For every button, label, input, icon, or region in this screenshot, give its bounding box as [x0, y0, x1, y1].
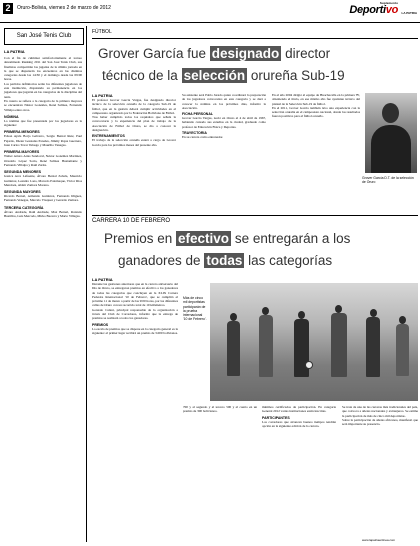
- carrera-headline-line1: [104, 231, 350, 246]
- carrera-paragraph: Los corredores que alcancen buenos tiempos tendrán opción en la siguiente edición de la carrera.: [262, 419, 336, 428]
- runner-figure: [331, 313, 347, 377]
- carrera-paragraph: Se trata de una de las carreras más tradicionales del país, que convoca a atletas nacionales y extranjeros. Se estima la participación de más de cinco mil deportistas.: [342, 405, 418, 418]
- headline-text: ganadores de: [118, 253, 205, 268]
- headline-text: se entregarán a los: [231, 231, 351, 246]
- runners-photo: [210, 283, 418, 401]
- headline-text: Premios en: [104, 231, 177, 246]
- ball-shape: [305, 361, 313, 369]
- dateline: Oruro-Bolivia, viernes 2 de marzo de 2012: [17, 5, 111, 11]
- carrera-paragraph: Durante las gestiones anteriores que en la carrera aniversario del Día de Oruro, se entregaron premios en efectivo a los ganadores de todas las categorías que concluyen en la XLIX Carrera Pedestre Internacional '10 de Febrero', que se cumplirá el próximo 11 de marzo a partir de las 9:00 horas, por las diferentes calles de Oruro con un recorrido total de 10 kilómetros.: [92, 282, 178, 308]
- kicker-rule: [92, 38, 418, 39]
- deportivo-logo: [349, 4, 398, 16]
- coach-photo-caption: Grover García D.T. de la selección de Oruro: [362, 176, 414, 185]
- runner-figure: [396, 324, 409, 376]
- left-section-text: Edson Ayala Borja Galvarro, Sergio Bernal Ruiz, Paul Fajardo, Dieter Gonzales Paredes, Jimmy Rojas Guerrero, Juan Carlos Tovar Velasgo y Maurilio Venegas.: [4, 134, 82, 148]
- runner-figure: [227, 321, 240, 376]
- runner-head: [298, 311, 305, 319]
- runner-head: [230, 313, 237, 321]
- carrera-kicker: CARRERA 10 DE FEBRERO: [92, 218, 171, 224]
- page-number: 2: [3, 3, 13, 14]
- futbol-paragraph: Grover García Vargas, nació en Oruro el 4 de abril de 1967, habiendo cursado sus estudios en la ciudad, graduado como profesor de Educación Física y Deportes.: [182, 116, 266, 129]
- headline-text: director: [281, 46, 331, 61]
- futbol-paragraph: El trabajo de la selección orureña estará a cargo de Grover García para los próximos meses del presente año.: [92, 138, 176, 147]
- headline-text: técnico de la: [102, 68, 182, 83]
- left-section-text: La nómina que fue presentada por los jugadores es la siguiente:: [4, 118, 82, 128]
- left-paragraph: Con el fin de culminar satisfactoriamente el torneo denominado Ranking 2011 del San José Tenis Club, sus finalistas compartirán las jugadas de la última jornada en la que se disputarán los encuentros en las distintas categorías desde las 14:30 y el domingo desde las 09:00 horas.: [4, 56, 82, 82]
- headline-text: Grover García fue: [98, 46, 210, 61]
- left-paragraph: En cuanto se refiere a la categoría de la primera mayores se encuentran Néstor Gonzales, René Salinas, Fernando Villalpa entre otros.: [4, 98, 82, 112]
- futbol-byline: LA PATRIA: [92, 93, 113, 98]
- futbol-paragraph: Tras haber cumplido todos los requisitos que señala la convocatoria y la experiencia del plan de trabajo de la Asociación de Fútbol de Oruro, se dio a conocer la designación.: [92, 115, 176, 133]
- headline-highlight: designado: [211, 46, 280, 61]
- left-paragraph: Los partidos definitorios serán los diferentes jugadores de esta institución, disputando su permanencia en los jugadores que jugarán en las categorías de la disciplina del tenis.: [4, 81, 82, 99]
- logo-word-b: vo: [385, 4, 398, 16]
- runner-figure: [259, 315, 273, 377]
- left-section-title: SEGUNDA MENORES: [4, 170, 42, 175]
- futbol-paragraph: En el año 2004 dirigió al equipo de Huachacalla en la primera 'B', obteniendo el título, en ese mismo año fue ayudante técnico del plantel de la Selección Sub-19 de fútbol.: [272, 93, 360, 106]
- left-section-title: NÓMINA: [4, 114, 19, 119]
- runner-head: [335, 305, 342, 313]
- left-column-byline: LA PATRIA: [4, 49, 25, 54]
- runner-head: [262, 307, 269, 315]
- left-section-text: Álvaro Andrade, Raúl Andrade, Max Bernal, Rolando Bustillos, Luis Mercado, Mirko Becerra y Mario Villegas.: [4, 209, 82, 219]
- left-section-title: PRIMERA MENORES: [4, 130, 40, 135]
- carrera-subhead: PREMIOS: [92, 322, 109, 327]
- futbol-paragraph: El profesor Grover García Vargas, fue designado director técnico de la selección orureña de la categoría Sub-19 de fútbol, que en la gestión deberá cumplir actividades en el campeonato organizado por la Federación Boliviana de Fútbol.: [92, 98, 176, 115]
- left-section-title: SEGUNDA MAYORES: [4, 190, 41, 195]
- carrera-subhead: PARTICIPANTES: [262, 415, 290, 420]
- futbol-kicker: FÚTBOL: [92, 29, 112, 35]
- coach-portrait-photo: [365, 93, 417, 173]
- logo-word-a: Deporti: [349, 4, 386, 16]
- carrera-headline-line2: [118, 253, 332, 268]
- left-section-title: PRIMERA MAYORES: [4, 150, 40, 155]
- logo-tail: LA PATRIA: [401, 11, 417, 15]
- runner-figure: [366, 317, 380, 377]
- left-section-text: Ricardo Bernal, Armando Gutiérrez, Fernando Iñiguez, Fernando Venegas, Marcelo Vásquez y Gerardo Zamora.: [4, 194, 82, 203]
- left-section-text: Jessica Arce Lafuente, Álvaro Bernal Zabala, Mauricio Gutiérrez, Leandro Lazo, Marcelo Palomeque, Víctor Ríos Mendoza, Aldair Zamora Moreno.: [4, 174, 82, 187]
- futbol-subhead: TRAYECTORIA: [182, 131, 207, 136]
- portrait-body: [371, 125, 411, 173]
- futbol-column-b: [182, 93, 266, 139]
- futbol-paragraph: Su asistente será Pablo Jurado quien coordinará la preparación de los jugadores convocados en esta categoría y se dará a conocer la nómina en los próximos días, informó la Asociación.: [182, 93, 266, 110]
- race-photo-caption: Más de cinco mil deportistas participarán de la prueba internacional '10 de Febrero'.: [183, 296, 207, 322]
- runner-head: [370, 309, 377, 317]
- carrera-column-b: [183, 405, 257, 414]
- carrera-paragraph: Gonzalo Calani, principal responsable de la organización a través del Club de Corredores, informó que la entrega de premios se realizará a todos los ganadores.: [92, 307, 178, 321]
- carrera-byline: LA PATRIA: [92, 277, 113, 282]
- left-section-text: Walter Arturo Arias Sandoval, Néstor González Martínez, Oswaldo López Soria, René Salinas Bustamante y Fernando Villalpa y Raúl Zurita.: [4, 154, 82, 167]
- carrera-column-a: [92, 277, 178, 335]
- futbol-paragraph: En el 2011, Grover García también tuvo una experiencia con la selección orureña en el campeonato nacional, donde los resultados fueron positivos para el fútbol orureño.: [272, 105, 360, 119]
- logo-sup: Suplemento: [379, 1, 398, 5]
- section-rule: [92, 215, 418, 216]
- headline-highlight: efectivo: [178, 231, 230, 246]
- column-divider: [86, 26, 87, 542]
- runner-head: [399, 316, 406, 324]
- masthead: [0, 0, 420, 23]
- left-column-article: [4, 56, 82, 218]
- futbol-subhead: ENTRENAMIENTOS: [92, 134, 125, 139]
- page-footer: www.lapatriaenlinea.com: [362, 538, 396, 542]
- carrera-column-d: [342, 405, 418, 426]
- futbol-paragraph: En su carrera como entrenador.: [182, 135, 224, 140]
- futbol-headline-line1: [98, 46, 330, 61]
- left-section-title: TERCERA CATEGORÍA: [4, 205, 44, 210]
- club-section-box: San José Tenis Club: [4, 28, 84, 45]
- headline-highlight: todas: [206, 253, 243, 268]
- carrera-paragraph: La escala de premios que se dispone en la categoría general es la siguiente: el primer lugar recibirá un premio de 3.000 bolivianos.: [92, 326, 178, 335]
- carrera-column-c: [262, 405, 336, 428]
- carrera-paragraph: Sobre la participación de atletas africanos, manifestó que será importante su presencia.: [342, 417, 418, 427]
- futbol-subhead: FICHA PERSONAL: [182, 112, 213, 117]
- portrait-head: [382, 103, 399, 123]
- headline-text: orureña Sub-19: [247, 68, 345, 83]
- futbol-column-a: [92, 93, 176, 147]
- headline-text: las categorías: [244, 253, 333, 268]
- futbol-column-c: [272, 93, 360, 119]
- carrera-paragraph: 700 y al segundo y al tercero 500 y al cuarto en un premio de 300 bolivianos.: [183, 405, 257, 414]
- headline-highlight: selección: [183, 68, 246, 83]
- carrera-paragraph: mínimos certificados de participación. En categoría General 2012 varias instituciones están inscritas.: [262, 405, 336, 414]
- futbol-headline-line2: [102, 68, 345, 83]
